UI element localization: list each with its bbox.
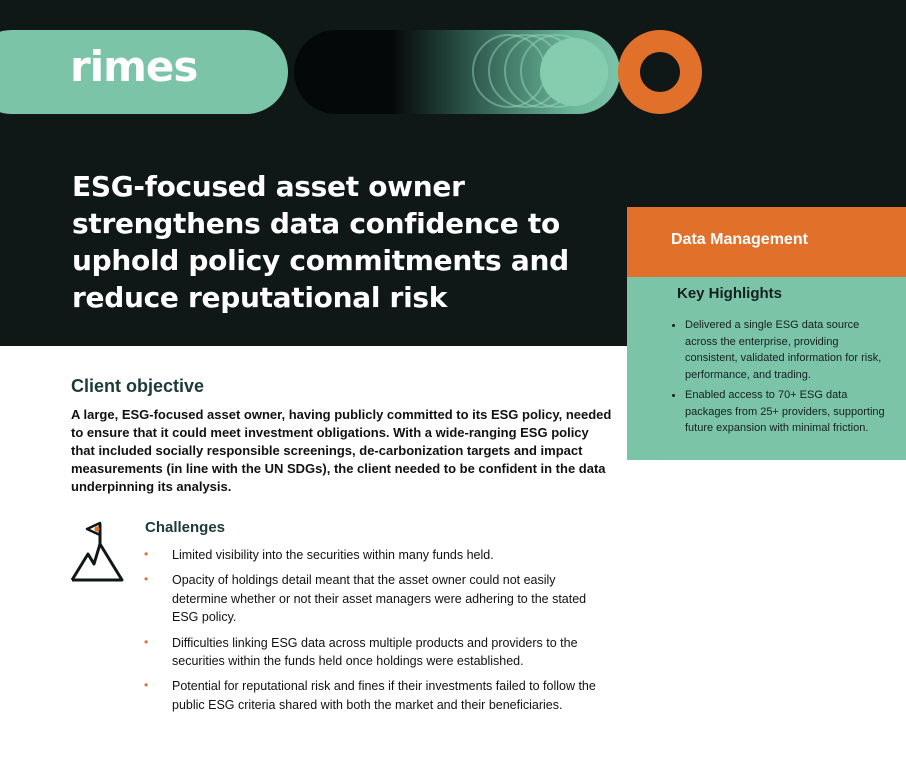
mountain-flag-icon xyxy=(70,518,124,584)
list-item: • Opacity of holdings detail meant that the asset owner could not easily determine whether or not their asset managers were adhering to the stated ESG policy. xyxy=(144,571,614,626)
key-highlights-panel xyxy=(627,277,906,460)
challenges-heading: Challenges xyxy=(145,519,226,536)
client-objective-text: A large, ESG-focused asset owner, having publicly committed to its ESG policy, needed to ensure that it could meet investment obligations. With a wide-ranging ESG policy that included socially responsible screenings, de-carbonization targets and impact measurements (in line with the UN SDGs), the client needed to be confident in the data underpinning its analysis. xyxy=(71,407,612,494)
rimes-logo: rimes xyxy=(70,42,198,91)
key-highlights-list xyxy=(685,317,890,441)
page-title: ESG-focused asset owner strengthens data confidence to uphold policy commitments and reduce reputational risk xyxy=(72,170,569,314)
client-objective-heading: Client objective xyxy=(71,376,205,396)
list-item: Delivered a single ESG data source across the enterprise, providing consistent, validated information for risk, performance, and trading. xyxy=(685,317,890,383)
list-item: • Difficulties linking ESG data across multiple products and providers to the securities within the funds held once holdings were established. xyxy=(144,634,614,671)
list-item: • Potential for reputational risk and fines if their investments failed to follow the public ESG criteria shared with both the market and their beneficiaries. xyxy=(144,677,614,714)
sidebar-header xyxy=(627,207,906,277)
list-item: Enabled access to 70+ ESG data packages from 25+ providers, supporting future expansion with minimal friction. xyxy=(685,387,890,437)
decorative-circle xyxy=(540,38,608,106)
challenges-list xyxy=(144,546,614,721)
decorative-fade-pill xyxy=(294,30,620,114)
key-highlights-title: Key Highlights xyxy=(677,285,783,302)
sidebar-header-label: Data Management xyxy=(671,231,808,248)
orange-ring-decoration xyxy=(618,30,702,114)
list-item: • Limited visibility into the securities within many funds held. xyxy=(144,546,614,564)
